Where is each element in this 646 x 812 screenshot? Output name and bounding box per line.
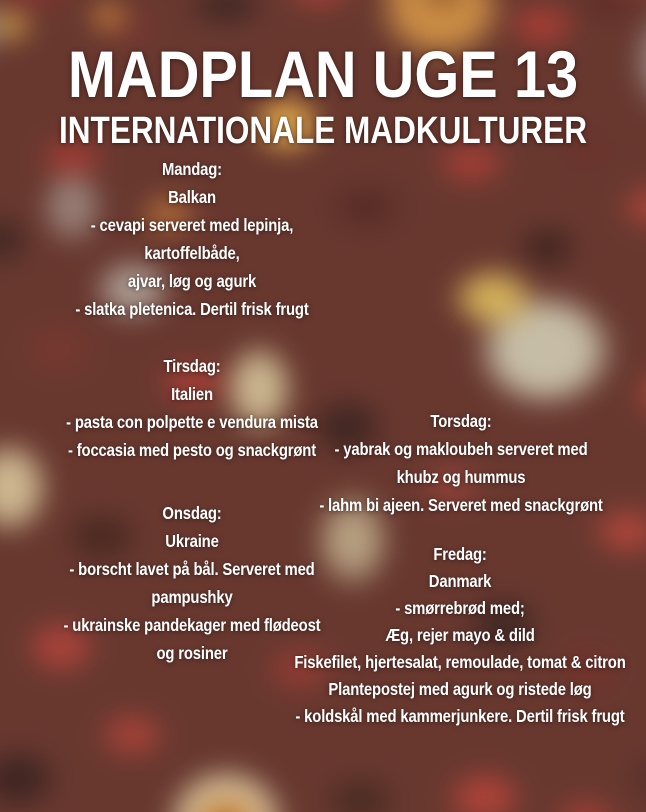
day-label: Torsdag: (430, 411, 492, 431)
menu-line: - pasta con polpette e vendura mista (66, 412, 318, 432)
menu-line: - yabrak og makloubeh serveret med (334, 439, 588, 459)
menu-line: - borscht lavet på bål. Serveret med (69, 559, 315, 579)
day-label: Fredag: (433, 544, 487, 564)
day-label: Mandag: (162, 159, 222, 179)
menu-line: Danmark (428, 571, 492, 591)
day-block-mandag (22, 155, 362, 323)
menu-line: Ukraine (165, 531, 219, 551)
menu-line: Italien (171, 384, 213, 404)
menu-line: Balkan (168, 187, 216, 207)
menu-line: - foccasia med pesto og snackgrønt (68, 440, 316, 460)
menu-line: Plantepostej med agurk og ristede løg (328, 679, 592, 699)
menu-line: ajvar, løg og agurk (127, 271, 257, 291)
day-label: Onsdag: (162, 503, 222, 523)
menu-line: - lahm bi ajeen. Serveret med snackgrønt (319, 495, 603, 515)
poster-title: MADPLAN UGE 13 (67, 37, 579, 111)
menu-line: - cevapi serveret med lepinja, (90, 215, 294, 235)
menu-line: - koldskål med kammerjunkere. Dertil frisk frugt (295, 706, 625, 726)
menu-line: - smørrebrød med; (395, 598, 525, 618)
menu-line: - slatka pletenica. Dertil frisk frugt (75, 299, 309, 319)
menu-line: pampushky (151, 587, 233, 607)
menu-line: Fiskefilet, hjertesalat, remoulade, tomat & citron (294, 652, 626, 672)
menu-line: khubz og hummus (396, 467, 526, 487)
day-label: Tirsdag: (163, 356, 221, 376)
menu-line: - ukrainske pandekager med flødeost (63, 615, 321, 635)
poster-subtitle: INTERNATIONALE MADKULTURER (59, 110, 587, 152)
menu-line: kartoffelbåde, (144, 243, 240, 263)
menu-line: og rosiner (156, 643, 228, 663)
day-block-fredag (273, 541, 646, 730)
menu-line: Æg, rejer mayo & dild (385, 625, 535, 645)
